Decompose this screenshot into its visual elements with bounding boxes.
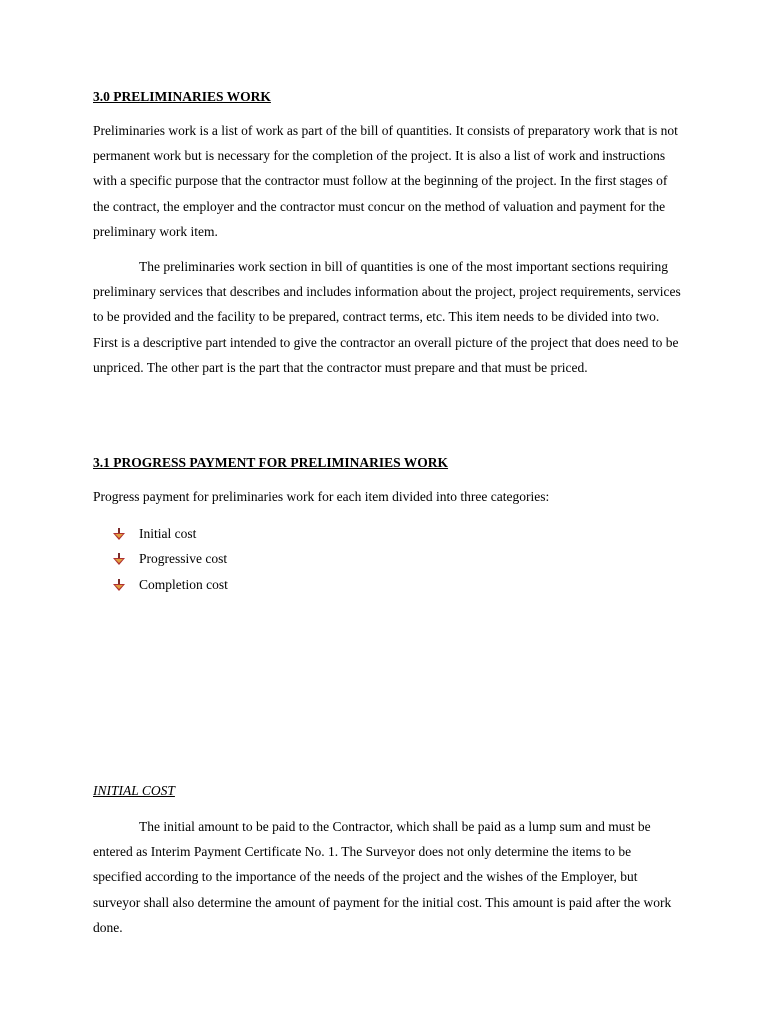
list-item-label: Completion cost [139, 576, 228, 592]
list-item [113, 572, 228, 598]
paragraph-preliminaries-section: The preliminaries work section in bill of quantities is one of the most important sections requiring preliminary services that describes and includes information about the project, project requirements, services to be provided and the facility to be prepared, contract terms, etc. This item needs to be divided into two. First is a descriptive part intended to give the contractor an overall picture of the project that does need to be unpriced. The other part is the part that the contractor must prepare and that must be priced. [93, 259, 681, 375]
category-list [113, 521, 228, 598]
arrow-down-bullet-icon [113, 528, 125, 540]
list-item [113, 547, 228, 573]
list-item-label: Initial cost [139, 525, 197, 541]
paragraph-preliminaries-definition: Preliminaries work is a list of work as part of the bill of quantities. It consists of preparatory work that is not permanent work but is necessary for the completion of the project. It is also a list of work and instructions with a specific purpose that the contractor must follow at the beginning of the project. In the first stages of the contract, the employer and the contractor must concur on the method of valuation and payment for the preliminary work item. [93, 123, 678, 239]
arrow-down-bullet-icon [113, 579, 125, 591]
arrow-down-bullet-icon [113, 553, 125, 565]
paragraph-initial-cost: The initial amount to be paid to the Contractor, which shall be paid as a lump sum and must be entered as Interim Payment Certificate No. 1. The Surveyor does not only determine the items to be specified according to the importance of the needs of the project and the wishes of the Employer, but surveyor shall also determine the amount of payment for the initial cost. This amount is paid after the work done. [93, 819, 672, 935]
section-heading-3-1: 3.1 PROGRESS PAYMENT FOR PRELIMINARIES WORK [93, 455, 449, 470]
section-heading-3-0: 3.0 PRELIMINARIES WORK [93, 89, 271, 104]
list-item [113, 521, 228, 547]
paragraph-progress-intro: Progress payment for preliminaries work for each item divided into three categories: [93, 489, 550, 504]
subheading-initial-cost: INITIAL COST [93, 783, 175, 798]
list-item-label: Progressive cost [139, 551, 228, 567]
